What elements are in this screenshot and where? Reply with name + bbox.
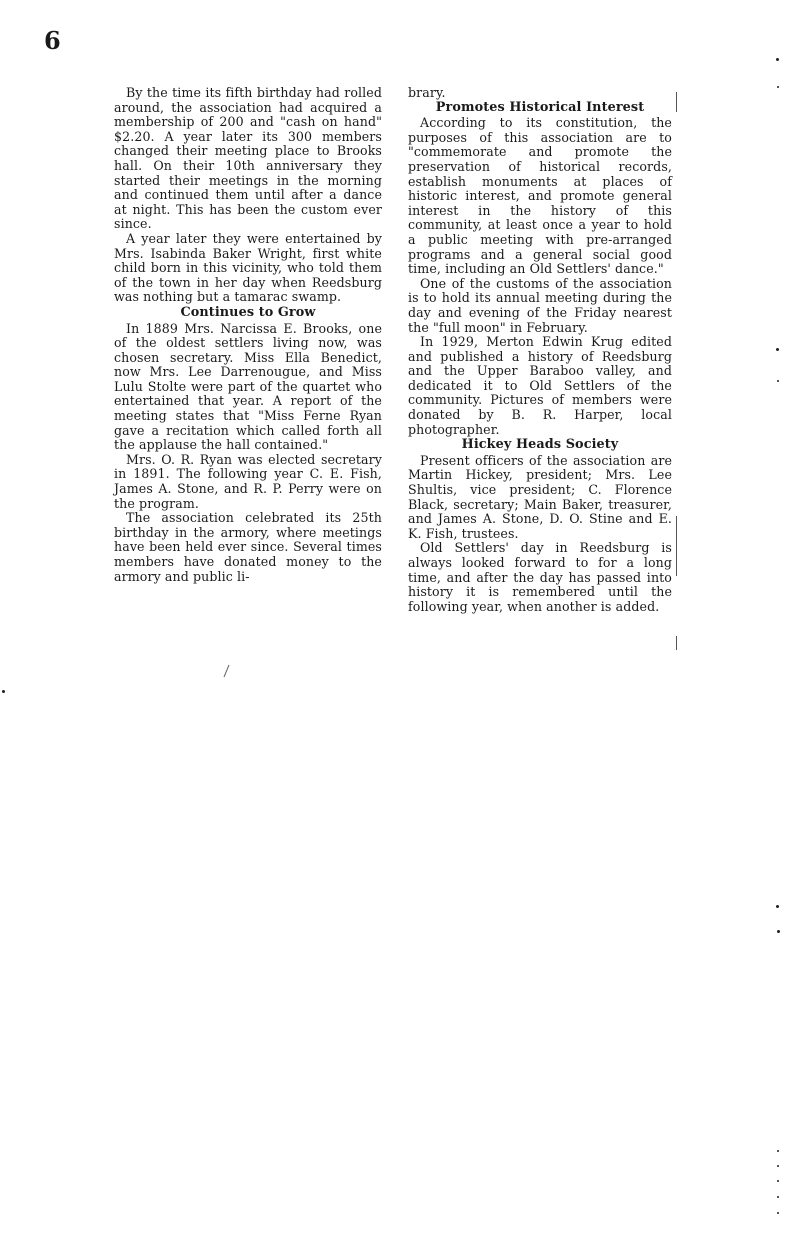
stray-pencil-mark (222, 664, 230, 678)
scan-mark (777, 1180, 779, 1182)
subheading-hickey-heads-society: Hickey Heads Society (461, 437, 619, 453)
scan-mark (2, 690, 5, 693)
right-paragraph-3: In 1929, Merton Edwin Krug edited and published a history of Reedsburg and the Upper Baraboo valley, and dedicated it to Old Settlers of the community. Pictures of members were donated by B. R. Harper, local photographer. (408, 334, 672, 437)
scan-mark (777, 1165, 779, 1167)
scan-mark (776, 905, 779, 908)
scan-mark (777, 380, 779, 382)
left-paragraph-3: In 1889 Mrs. Narcissa E. Brooks, one of the oldest settlers living now, was chosen secretary. Miss Ella Benedict, now Mrs. Lee Darrenougue, and Miss Lulu Stolte were part of the quartet who entertained that year. A report of the meeting states that "Miss Ferne Ryan gave a recitation which called forth all the applause the hall contained." (114, 320, 382, 453)
scan-mark (777, 86, 779, 88)
scan-mark (776, 58, 779, 61)
subheading-promotes-historical-interest: Promotes Historical Interest (435, 99, 645, 115)
right-paragraph-4: Present officers of the association are Martin Hickey, president; Mrs. Lee Shultis, vice president; C. Florence Black, secretary; Main Baker, treasurer, and James A. Stone, D. O. Stine and E. K. Fish, trustees. (408, 452, 672, 541)
page-number: 6 (44, 26, 61, 55)
left-paragraph-4: Mrs. O. R. Ryan was elected secretary in 1891. The following year C. E. Fish, James A. Stone, and R. P. Perry were on the program. (114, 451, 382, 511)
right-paragraph-2: One of the customs of the association is to hold its annual meeting during the day and evening of the Friday nearest the "full moon" in February. (408, 275, 672, 335)
right-continuation: brary. (408, 85, 446, 100)
scan-mark (777, 1150, 779, 1152)
scan-mark (777, 930, 780, 933)
right-paragraph-1: According to its constitution, the purposes of this association are to "commemorate and promote the preservation of historical records, establish monuments at places of historic interest, and promote general interest in the history of this community, at least once a year to hold a public meeting with pre-arranged programs and a general social good time, including an Old Settlers' dance." (408, 115, 672, 277)
subheading-continues-to-grow: Continues to Grow (180, 304, 316, 320)
clipping-edge-rule (676, 516, 677, 576)
right-column (408, 86, 672, 614)
clipping-edge-rule (676, 92, 677, 112)
scan-mark (776, 348, 779, 351)
scan-mark (777, 1196, 779, 1198)
clipping-edge-rule (676, 636, 677, 650)
left-column (114, 86, 382, 584)
left-paragraph-2: A year later they were entertained by Mrs. Isabinda Baker Wright, first white child born in this vicinity, who told them of the town in her day when Reedsburg was nothing but a tamarac swamp. (114, 230, 382, 305)
left-paragraph-1: By the time its fifth birthday had rolled around, the association had acquired a membership of 200 and "cash on hand" $2.20. A year later its 300 members changed their meeting place to Brooks hall. On their 10th anniversary they started their meetings in the morning and continued them until after a dance at night. This has been the custom ever since. (114, 85, 382, 232)
right-paragraph-5: Old Settlers' day in Reedsburg is always looked forward to for a long time, and after the day has passed into history it is remembered until the following year, when another is added. (408, 540, 672, 614)
scan-mark (777, 1212, 779, 1214)
left-paragraph-5: The association celebrated its 25th birthday in the armory, where meetings have been held ever since. Several times members have donated money to the armory and public li- (114, 510, 382, 584)
